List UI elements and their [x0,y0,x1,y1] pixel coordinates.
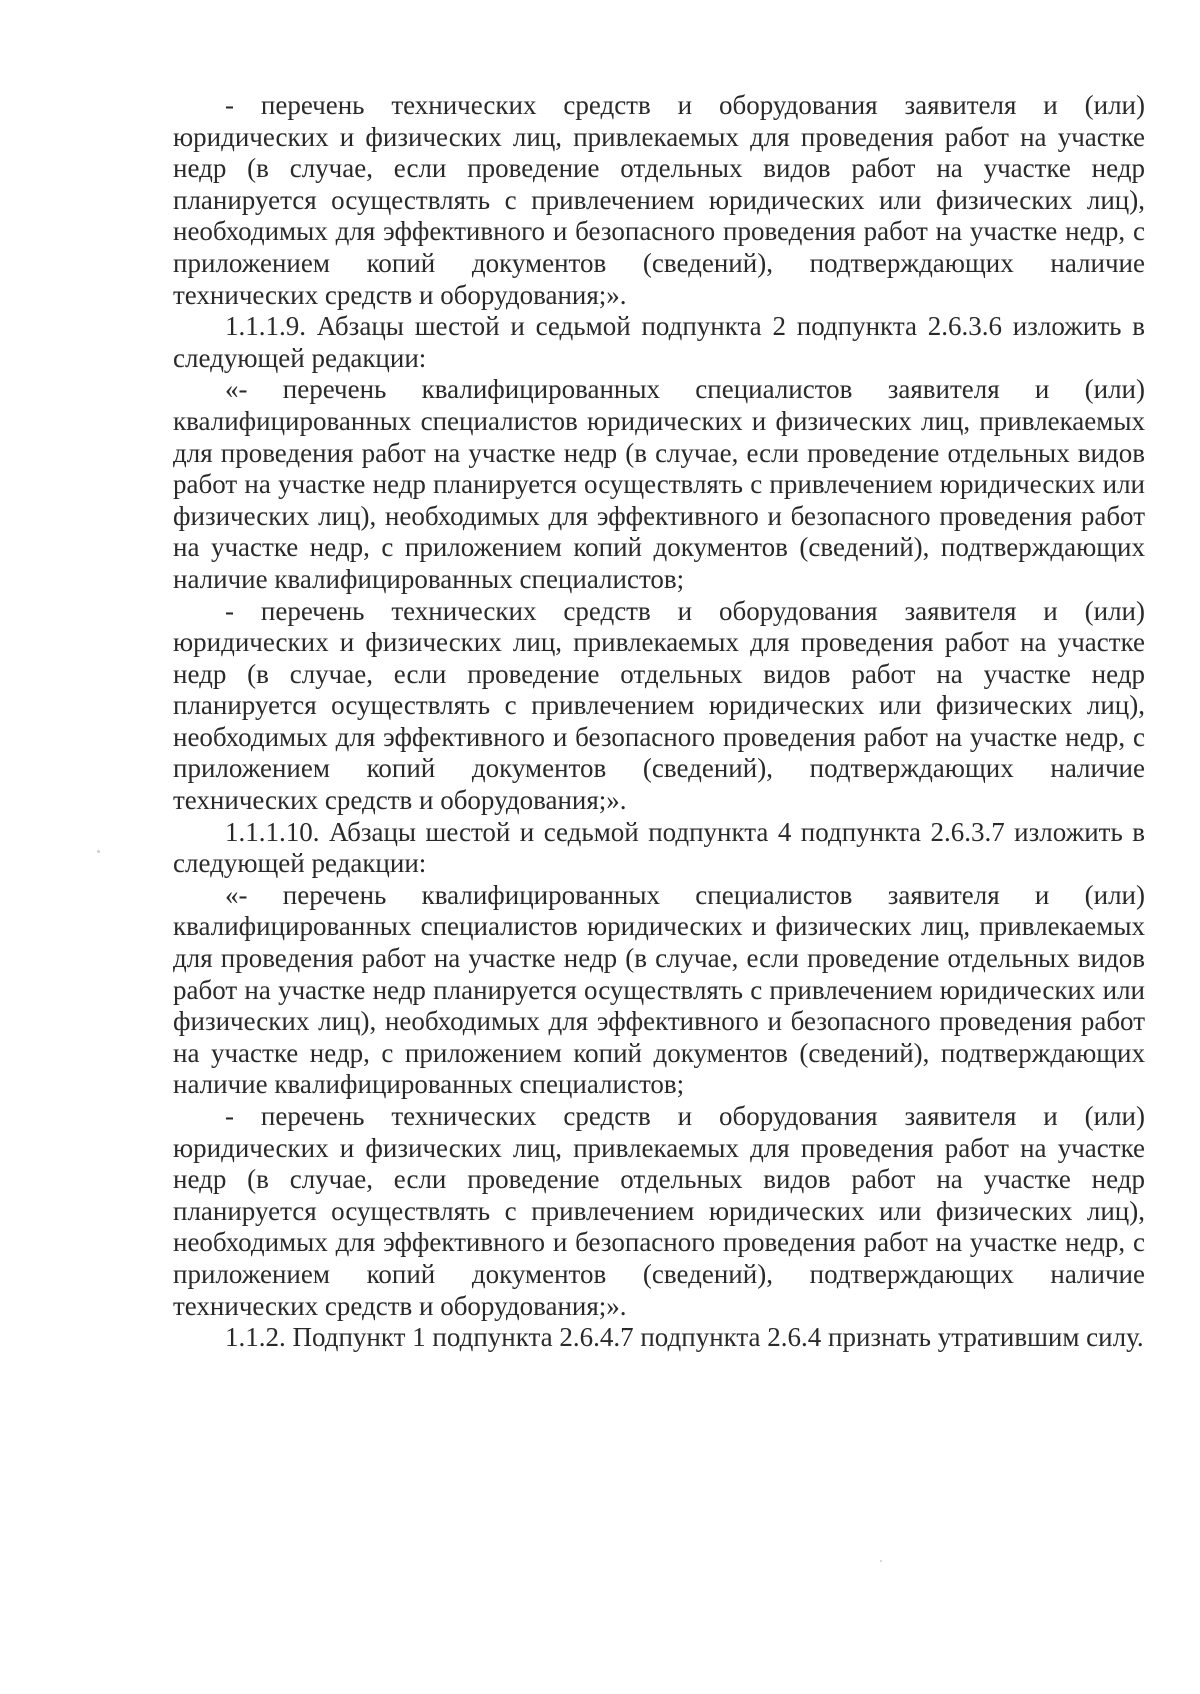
paragraph-technical-means-list-2: - перечень технических средств и оборудования заявителя и (или) юридических и физических лиц, привлекаемых для проведения работ на участке недр (в случае, если проведение отдельных видов работ на участке недр планируется осуществлять с привлечением юридических или физических лиц), необходимых для эффективного и безопасного проведения работ на участке недр, с приложением копий документов (сведений), подтверждающих наличие технических средств и оборудования;». [173,595,1145,816]
scan-speck [880,1560,882,1562]
document-page [173,90,1145,1354]
paragraph-qualified-specialists-list-2: «- перечень квалифицированных специалистов заявителя и (или) квалифицированных специалистов юридических и физических лиц, привлекаемых для проведения работ на участке недр (в случае, если проведение отдельных видов работ на участке недр планируется осуществлять с привлечением юридических или физических лиц), необходимых для эффективного и безопасного проведения работ на участке недр, с приложением копий документов (сведений), подтверждающих наличие квалифицированных специалистов; [173,879,1145,1100]
paragraph-clause-1-1-1-9: 1.1.1.9. Абзацы шестой и седьмой подпункта 2 подпункта 2.6.3.6 изложить в следующей редакции: [173,311,1145,373]
paragraph-technical-means-list-1: - перечень технических средств и оборудования заявителя и (или) юридических и физических лиц, привлекаемых для проведения работ на участке недр (в случае, если проведение отдельных видов работ на участке недр планируется осуществлять с привлечением юридических или физических лиц), необходимых для эффективного и безопасного проведения работ на участке недр, с приложением копий документов (сведений), подтверждающих наличие технических средств и оборудования;». [173,90,1145,310]
paragraph-qualified-specialists-list-1: «- перечень квалифицированных специалистов заявителя и (или) квалифицированных специалистов юридических и физических лиц, привлекаемых для проведения работ на участке недр (в случае, если проведение отдельных видов работ на участке недр планируется осуществлять с привлечением юридических или физических лиц), необходимых для эффективного и безопасного проведения работ на участке недр, с приложением копий документов (сведений), подтверждающих наличие квалифицированных специалистов; [173,374,1145,594]
scan-speck [97,850,100,853]
paragraph-clause-1-1-2: 1.1.2. Подпункт 1 подпункта 2.6.4.7 подпункта 2.6.4 признать утратившим силу. [225,1322,1144,1353]
paragraph-technical-means-list-3: - перечень технических средств и оборудования заявителя и (или) юридических и физических лиц, привлекаемых для проведения работ на участке недр (в случае, если проведение отдельных видов работ на участке недр планируется осуществлять с привлечением юридических или физических лиц), необходимых для эффективного и безопасного проведения работ на участке недр, с приложением копий документов (сведений), подтверждающих наличие технических средств и оборудования;». [173,1101,1145,1321]
paragraph-clause-1-1-1-10: 1.1.1.10. Абзацы шестой и седьмой подпункта 4 подпункта 2.6.3.7 изложить в следующей редакции: [173,816,1145,879]
